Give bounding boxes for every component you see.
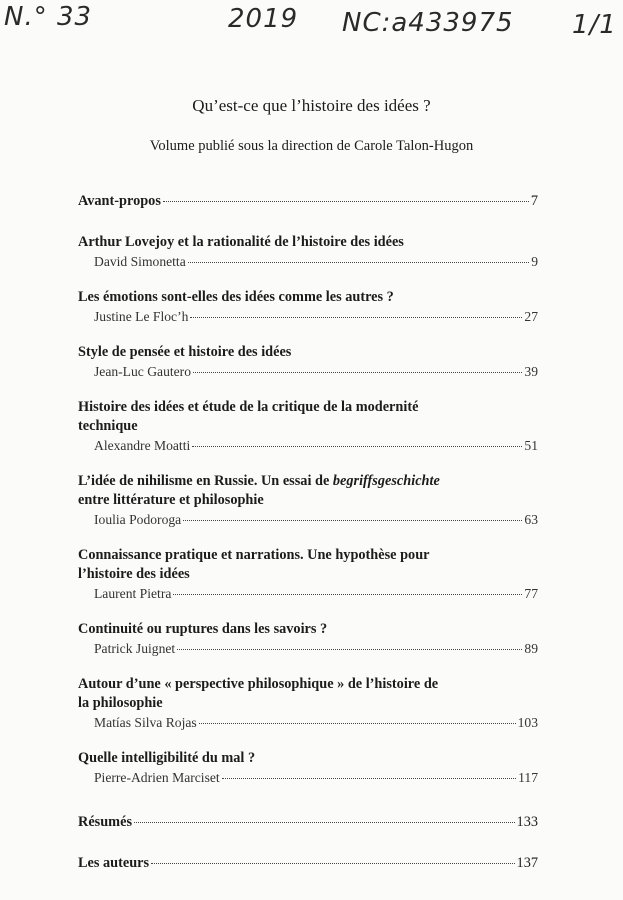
- toc-entry-author-row: [78, 639, 538, 658]
- toc-entry-title-text: Arthur Lovejoy et la rationalité de l’histoire des idées: [78, 234, 404, 250]
- toc-entry-author-row: [78, 307, 538, 326]
- toc-entry-title-text: Style de pensée et histoire des idées: [78, 344, 292, 360]
- toc-entry-author-row: [78, 768, 538, 787]
- toc-entry-author-row: [78, 713, 538, 732]
- toc-label: Résumés: [78, 814, 133, 830]
- toc-entry-author-row: [78, 584, 538, 603]
- toc-entry-author: Pierre-Adrien Marciset: [94, 770, 220, 785]
- toc-back-matter: [78, 813, 538, 832]
- toc-label: Les auteurs: [78, 855, 150, 871]
- toc-back-matter: [78, 854, 538, 873]
- leader-dots: [192, 445, 522, 447]
- toc-entry: [78, 398, 538, 455]
- toc-entry-author-row: [78, 510, 538, 529]
- toc-entry-title: [78, 233, 538, 252]
- page-title: Qu’est-ce que l’histoire des idées ?: [192, 96, 431, 115]
- leader-dots: [190, 316, 522, 318]
- toc-page-number: 9: [531, 254, 538, 269]
- toc-entry-title-italic: begriffsgeschichte: [332, 473, 440, 489]
- toc-entry-author-row: [78, 362, 538, 381]
- toc-entry-title: [78, 546, 538, 565]
- toc-entry-title-text: Autour d’une « perspective philosophique » de l’histoire de: [78, 676, 439, 692]
- handwritten-reference: NC:a433975: [342, 8, 514, 38]
- toc-entry: [78, 343, 538, 381]
- leader-dots: [134, 821, 515, 823]
- toc-entry-title: [78, 343, 538, 362]
- leader-dots: [199, 722, 516, 724]
- toc-entry-author: David Simonetta: [94, 254, 186, 269]
- toc-page-number: 103: [517, 715, 538, 730]
- toc-entry: [78, 620, 538, 658]
- toc-entry-author: Patrick Juignet: [94, 641, 176, 656]
- toc-entry: [78, 288, 538, 326]
- toc-entry-author-row: [78, 436, 538, 455]
- toc-entry-title-line2: technique: [78, 418, 138, 434]
- toc-entry: [78, 233, 538, 271]
- toc-entry-title-text: Les émotions sont-elles des idées comme les autres ?: [78, 289, 394, 305]
- toc-entry-author: Justine Le Floc’h: [94, 309, 189, 324]
- toc-entry-title-text: Histoire des idées et étude de la critique de la modernité: [78, 399, 419, 415]
- leader-dots: [177, 648, 522, 650]
- toc-page-number: 77: [524, 586, 538, 601]
- toc-front-matter: [78, 192, 538, 211]
- toc-entry: [78, 749, 538, 787]
- handwritten-page: 1/1: [572, 10, 617, 40]
- toc-page-number: 7: [530, 193, 538, 209]
- toc-entry-author: Alexandre Moatti: [94, 438, 191, 453]
- toc-entry-title-line2: l’histoire des idées: [78, 566, 190, 582]
- handwritten-number: N.° 33: [4, 2, 93, 32]
- toc-entry-title: [78, 749, 538, 768]
- toc-entry-title-line2: la philosophie: [78, 695, 163, 711]
- toc-entry-title-text: L’idée de nihilisme en Russie. Un essai de: [78, 473, 333, 489]
- toc-page-number: 39: [524, 364, 538, 379]
- toc-entry-author-row: [78, 252, 538, 271]
- leader-dots: [151, 862, 514, 864]
- leader-dots: [173, 593, 522, 595]
- toc-page-number: 117: [518, 770, 538, 785]
- toc-entry-title-text: Continuité ou ruptures dans les savoirs ?: [78, 621, 328, 637]
- toc-page-number: 89: [524, 641, 538, 656]
- toc-page-number: 133: [516, 814, 538, 830]
- toc-page-number: 51: [524, 438, 538, 453]
- leader-dots: [188, 261, 529, 263]
- handwritten-annotations: [0, 0, 623, 60]
- toc-entry-title: [78, 398, 538, 417]
- leader-dots: [193, 371, 522, 373]
- toc-entry: [78, 472, 538, 529]
- handwritten-year: 2019: [228, 4, 299, 34]
- table-of-contents: [78, 192, 538, 873]
- page-subtitle: Volume publié sous la direction de Carole Talon-Hugon: [149, 138, 474, 154]
- toc-page-number: 137: [516, 855, 538, 871]
- toc-entry-title: [78, 675, 538, 694]
- toc-entry-title-text: Quelle intelligibilité du mal ?: [78, 750, 256, 766]
- toc-entry-author: Laurent Pietra: [94, 586, 172, 601]
- toc-entry-title: [78, 288, 538, 307]
- toc-entry-title: [78, 620, 538, 639]
- toc-entry-author: Matías Silva Rojas: [94, 715, 197, 730]
- toc-entry: [78, 546, 538, 603]
- leader-dots: [222, 777, 516, 779]
- toc-entry: [78, 675, 538, 732]
- leader-dots: [163, 200, 529, 202]
- toc-entry-author: Jean-Luc Gautero: [94, 364, 191, 379]
- toc-entry-title-line2: entre littérature et philosophie: [78, 492, 264, 508]
- toc-entry-title-text: Connaissance pratique et narrations. Une hypothèse pour: [78, 547, 430, 563]
- toc-entry-title: [78, 472, 538, 491]
- toc-page-number: 27: [524, 309, 538, 324]
- leader-dots: [183, 519, 522, 521]
- toc-entry-author: Ioulia Podoroga: [94, 512, 182, 527]
- toc-page-number: 63: [524, 512, 538, 527]
- toc-label: Avant-propos: [78, 193, 161, 209]
